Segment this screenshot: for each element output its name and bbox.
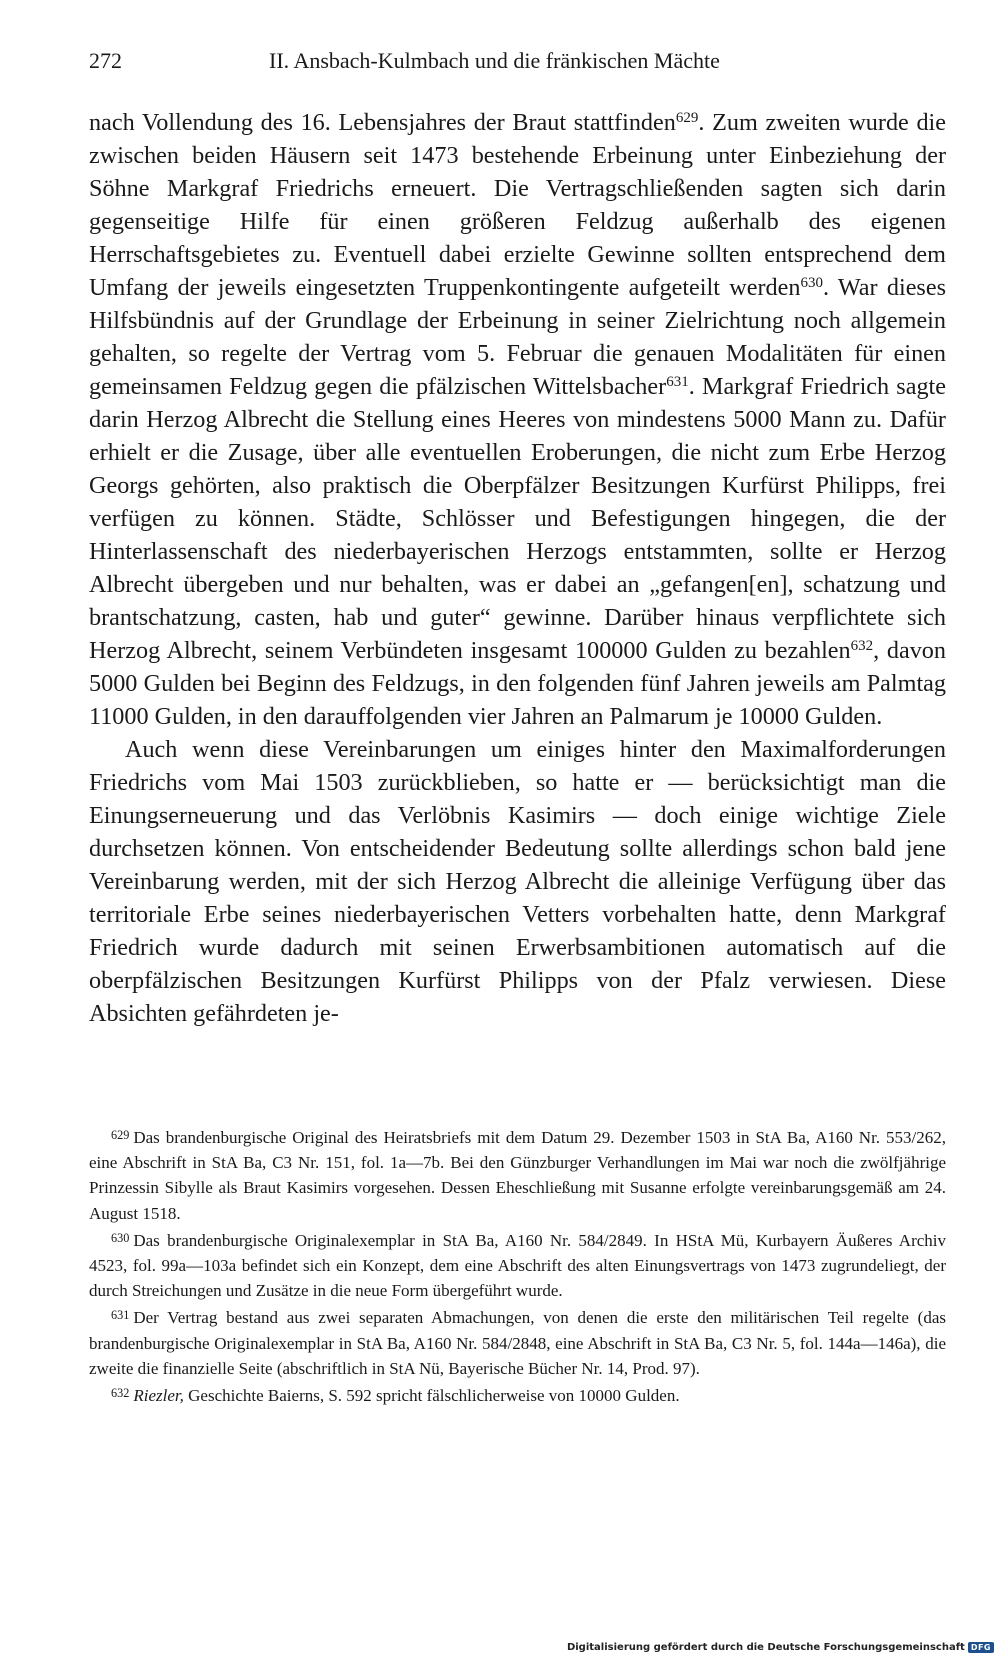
footnote-ref: 632 — [850, 637, 874, 654]
footnote-text: Das brandenburgische Original des Heiratsbriefs mit dem Datum 29. Dezember 1503 in StA Ba, A160 Nr. 553/262, eine Abschrift in StA Ba, C3 Nr. 151, fol. 1a—7b. Bei den Günzburger Verhandlungen im Mai war noch die zwölfjährige Prinzessin Sibylle als Braut Kasimirs vorgesehen. Dessen Eheschließung mit Susanne erfolgte vereinbarungsgemäß am 24. August 1518. — [89, 1128, 946, 1223]
footnote-author: Riezler, — [133, 1386, 184, 1406]
footnote-number: 632 — [111, 1385, 130, 1400]
digitization-credit — [567, 1642, 994, 1653]
text-run: , davon 5000 Gulden bei Beginn des Feldzugs, in den folgenden fünf Jahren jeweils am Palmtag 11000 Gulden, in den darauffolgenden vier Jahren an Palmarum je 10000 Gulden. — [89, 637, 946, 730]
footnote — [89, 1383, 946, 1408]
footnote-ref: 629 — [675, 109, 699, 126]
footnote-text: Das brandenburgische Originalexemplar in StA Ba, A160 Nr. 584/2849. In HStA Mü, Kurbayern Äußeres Archiv 4523, fol. 99a—103a befindet sich ein Konzept, dem eine Abschrift des alten Einungsvertrags von 1473 zugrundeliegt, der durch Streichungen und Zusätze in die neue Form übergeführt wurde. — [89, 1230, 946, 1301]
text-run: . Markgraf Friedrich sagte darin Herzog Albrecht die Stellung eines Heeres von mindestens 5000 Mann zu. Dafür erhielt er die Zusage, über alle eventuellen Eroberungen, die nicht zum Erbe Herzog Georgs gehörten, also praktisch die Oberpfälzer Besitzungen Kurfürst Philipps, frei verfügen zu können. Städte, Schlösser und Befestigungen hingegen, die der Hinterlassenschaft des niederbayerischen Herzogs entstammten, sollte er Herzog Albrecht übergeben und nur behalten, was er dabei an „gefangen[en], schatzung und brantschatzung, casten, hab und guter“ gewinne. Darüber hinaus verpflichtete sich Herzog Albrecht, seinem Verbündeten insgesamt 100000 Gulden zu bezahlen — [89, 373, 947, 664]
dfg-logo-icon: DFG — [968, 1642, 994, 1653]
footnote-text: Der Vertrag bestand aus zwei separaten Abmachungen, von denen die erste den militärischen Teil regelte (das brandenburgische Originalexemplar in StA Ba, A160 Nr. 584/2848, eine Abschrift in StA Ba, C3 Nr. 5, fol. 144a—146a), die zweite die finanzielle Seite (abschriftlich in StA Nü, Bayerische Bücher Nr. 14, Prod. 97). — [89, 1308, 946, 1378]
footnote — [89, 1125, 946, 1226]
page-header — [89, 46, 944, 76]
footnote — [89, 1305, 946, 1381]
text-run: nach Vollendung des 16. Lebensjahres der Braut stattfinden — [89, 109, 676, 136]
footnote-ref: 631 — [666, 373, 689, 390]
footnote-ref: 630 — [800, 274, 823, 291]
footnote-number: 629 — [111, 1127, 130, 1142]
page-number: 272 — [89, 48, 122, 73]
paragraph — [89, 106, 946, 733]
text-run: . War dieses Hilfsbündnis auf der Grundlage der Erbeinung in seiner Zielrichtung noch allgemein gehalten, so regelte der Vertrag vom 5. Februar die genauen Modalitäten für einen gemeinsamen Feldzug gegen die pfälzischen Wittelsbacher — [89, 274, 946, 400]
footnote — [89, 1228, 946, 1304]
paragraph: Auch wenn diese Vereinbarungen um einiges hinter den Maximalforderungen Friedrichs vom Mai 1503 zurückblieben, so hatte er — berücksichtigt man die Einungserneuerung und das Verlöbnis Kasimirs — doch einige wichtige Ziele durchsetzen können. Von entscheidender Bedeutung sollte allerdings schon bald jene Vereinbarung werden, mit der sich Herzog Albrecht die alleinige Verfügung über das territoriale Erbe seines niederbayerischen Vetters vorbehalten hatte, denn Markgraf Friedrich wurde dadurch mit seinen Erwerbsambitionen automatisch auf die oberpfälzischen Besitzungen Kurfürst Philipps von der Pfalz verwiesen. Diese Absichten gefährdeten je- — [89, 736, 946, 1027]
footnote-number: 630 — [111, 1230, 130, 1245]
running-head: II. Ansbach-Kulmbach und die fränkischen Mächte — [269, 48, 720, 73]
footnote-number: 631 — [111, 1308, 130, 1323]
credit-text: Digitalisierung gefördert durch die Deutsche Forschungsgemeinschaft — [566, 1642, 965, 1653]
main-text — [89, 106, 946, 1030]
footnotes — [89, 1125, 946, 1410]
footnote-text: Geschichte Baierns, S. 592 spricht fälschlicherweise von 10000 Gulden. — [183, 1386, 680, 1406]
text-run: . Zum zweiten wurde die zwischen beiden Häusern seit 1473 bestehende Erbeinung unter Einbeziehung der Söhne Markgraf Friedrichs erneuert. Die Vertragschließenden sagten sich darin gegenseitige Hilfe für einen größeren Feldzug außerhalb des eigenen Herrschaftsgebietes zu. Eventuell dabei erzielte Gewinne sollten entsprechend dem Umfang der jeweils eingesetzten Truppenkontingente aufgeteilt werden — [89, 109, 947, 301]
